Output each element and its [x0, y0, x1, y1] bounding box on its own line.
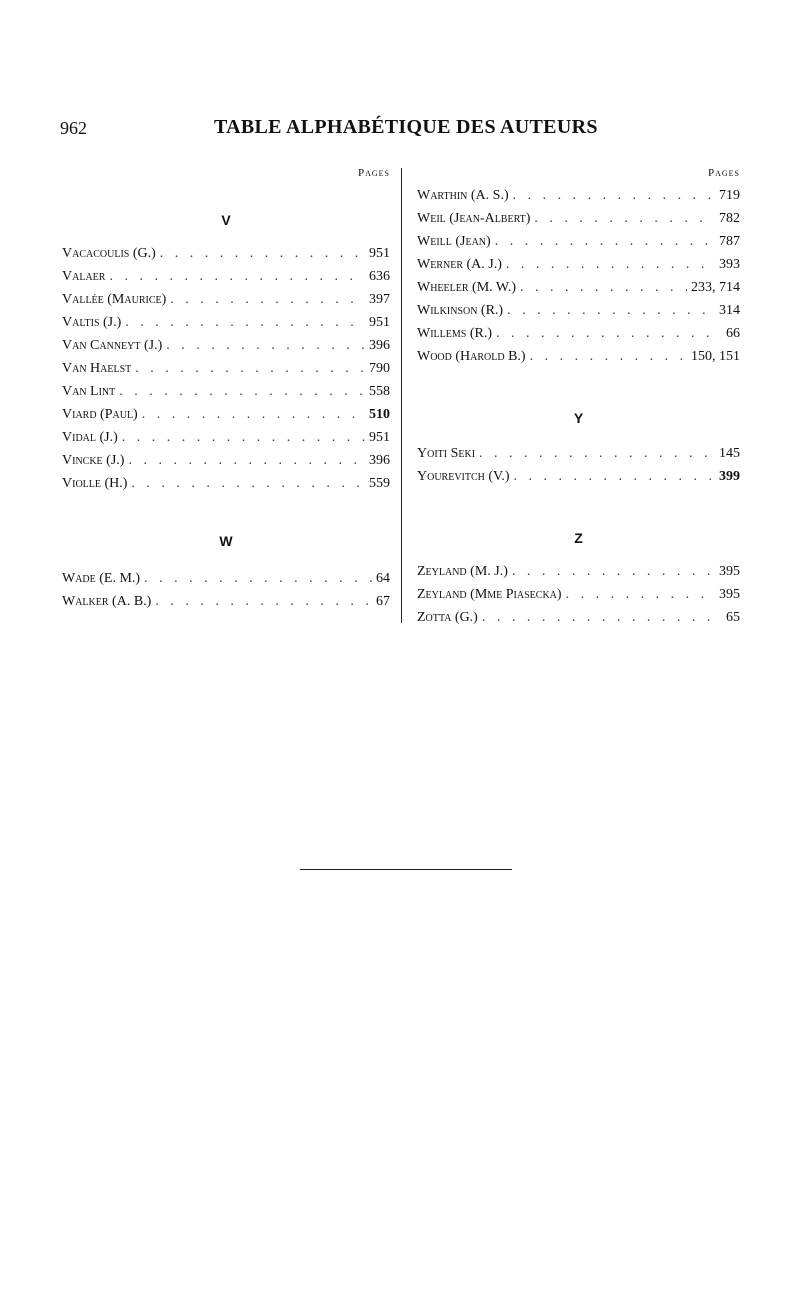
- bottom-rule: [300, 869, 512, 870]
- dot-leader: [482, 606, 722, 629]
- author-name: Wade (E. M.): [62, 571, 141, 586]
- index-entry: [62, 334, 390, 357]
- page-reference: 396: [369, 338, 390, 353]
- index-entry: [62, 472, 390, 495]
- dot-leader: [479, 442, 715, 465]
- index-entry: [62, 311, 390, 334]
- author-name: Yourevitch (V.): [417, 469, 510, 484]
- dot-leader: [520, 276, 687, 299]
- index-entry: [62, 357, 390, 380]
- section-y-entries: [417, 442, 740, 488]
- dot-leader: [125, 311, 365, 334]
- author-name: Wheeler (M. W.): [417, 280, 516, 295]
- dot-leader: [144, 567, 372, 590]
- index-entry: [417, 230, 740, 253]
- author-name: Van Canneyt (J.): [62, 338, 163, 353]
- author-name: Van Lint: [62, 384, 116, 399]
- index-entry: [62, 426, 390, 449]
- page-reference: 67: [376, 594, 390, 609]
- author-name: Viard (Paul): [62, 407, 138, 422]
- author-name: Vallée (Maurice): [62, 292, 167, 307]
- index-entry: [417, 465, 740, 488]
- dot-leader: [513, 184, 715, 207]
- dot-leader: [496, 322, 722, 345]
- page-reference: 951: [369, 315, 390, 330]
- author-name: Werner (A. J.): [417, 257, 502, 272]
- index-entry: [62, 590, 390, 613]
- author-name: Violle (H.): [62, 476, 128, 491]
- author-name: Vacacoulis (G.): [62, 246, 156, 261]
- page-reference: 558: [369, 384, 390, 399]
- page-reference: 951: [369, 430, 390, 445]
- dot-leader: [506, 253, 715, 276]
- index-entry: [62, 265, 390, 288]
- page-title: TABLE ALPHABÉTIQUE DES AUTEURS: [214, 116, 598, 138]
- dot-leader: [119, 380, 365, 403]
- section-letter-v: V: [221, 212, 231, 228]
- page-reference: 65: [726, 610, 740, 625]
- index-entry: [417, 560, 740, 583]
- page-reference: 233, 714: [691, 280, 740, 295]
- pages-label: Pages: [707, 167, 740, 179]
- dot-leader: [512, 560, 715, 583]
- dot-leader: [155, 590, 372, 613]
- dot-leader: [170, 288, 365, 311]
- dot-leader: [566, 583, 715, 606]
- page-reference: 64: [376, 571, 390, 586]
- section-v-entries: [62, 242, 390, 495]
- index-entry: [417, 606, 740, 629]
- dot-leader: [135, 357, 365, 380]
- dot-leader: [507, 299, 715, 322]
- author-name: Willems (R.): [417, 326, 492, 341]
- dot-leader: [166, 334, 365, 357]
- page-reference: 393: [719, 257, 740, 272]
- page-reference: 150, 151: [691, 349, 740, 364]
- dot-leader: [514, 465, 715, 488]
- right-column: [417, 162, 740, 629]
- column-divider: [401, 168, 402, 623]
- page-reference: 719: [719, 188, 740, 203]
- page-reference: 314: [719, 303, 740, 318]
- dot-leader: [131, 472, 365, 495]
- section-letter-y: Y: [573, 410, 584, 426]
- page-reference: 395: [719, 587, 740, 602]
- page-reference: 636: [369, 269, 390, 284]
- author-name: Zeyland (Mme Piasecka): [417, 587, 562, 602]
- section-letter-w: W: [219, 533, 233, 549]
- page-reference: 66: [726, 326, 740, 341]
- author-name: Vidal (J.): [62, 430, 118, 445]
- index-entry: [417, 207, 740, 230]
- author-name: Weill (Jean): [417, 234, 491, 249]
- index-entry: [417, 299, 740, 322]
- index-entry: [417, 276, 740, 299]
- author-name: Walker (A. B.): [62, 594, 152, 609]
- section-w-continued-entries: [417, 184, 740, 368]
- section-w-entries: [62, 567, 390, 613]
- index-entry: [62, 288, 390, 311]
- page-number: 962: [60, 118, 87, 138]
- page-reference: 397: [369, 292, 390, 307]
- dot-leader: [109, 265, 365, 288]
- page-reference: 145: [719, 446, 740, 461]
- page-reference: 396: [369, 453, 390, 468]
- section-z-entries: [417, 560, 740, 629]
- author-name: Weil (Jean-Albert): [417, 211, 531, 226]
- index-entry: [62, 403, 390, 426]
- author-name: Zotta (G.): [417, 610, 478, 625]
- index-entry: [62, 567, 390, 590]
- author-name: Warthin (A. S.): [417, 188, 509, 203]
- author-name: Valtis (J.): [62, 315, 122, 330]
- page-reference: 510: [369, 407, 390, 422]
- index-entry: [417, 184, 740, 207]
- page-reference: 399: [719, 469, 740, 484]
- page-reference: 559: [369, 476, 390, 491]
- page-reference: 395: [719, 564, 740, 579]
- author-name: Zeyland (M. J.): [417, 564, 508, 579]
- index-entry: [417, 583, 740, 606]
- page-reference: 790: [369, 361, 390, 376]
- dot-leader: [534, 207, 715, 230]
- dot-leader: [160, 242, 365, 265]
- index-entry: [62, 242, 390, 265]
- dot-leader: [142, 403, 365, 426]
- dot-leader: [128, 449, 365, 472]
- index-entry: [417, 322, 740, 345]
- index-entry: [62, 449, 390, 472]
- author-name: Valaer: [62, 269, 106, 284]
- index-entry: [417, 253, 740, 276]
- page-reference: 951: [369, 246, 390, 261]
- author-name: Wilkinson (R.): [417, 303, 504, 318]
- author-name: Vincke (J.): [62, 453, 125, 468]
- dot-leader: [495, 230, 715, 253]
- page-reference: 787: [719, 234, 740, 249]
- author-name: Yoiti Seki: [417, 446, 476, 461]
- author-name: Wood (Harold B.): [417, 349, 526, 364]
- index-entry: [417, 345, 740, 368]
- page-reference: 782: [719, 211, 740, 226]
- index-entry: [417, 442, 740, 465]
- pages-label: Pages: [357, 167, 390, 179]
- dot-leader: [122, 426, 365, 449]
- index-entry: [62, 380, 390, 403]
- author-name: Van Haelst: [62, 361, 132, 376]
- dot-leader: [530, 345, 687, 368]
- section-letter-z: Z: [574, 530, 583, 546]
- left-column: [62, 162, 390, 613]
